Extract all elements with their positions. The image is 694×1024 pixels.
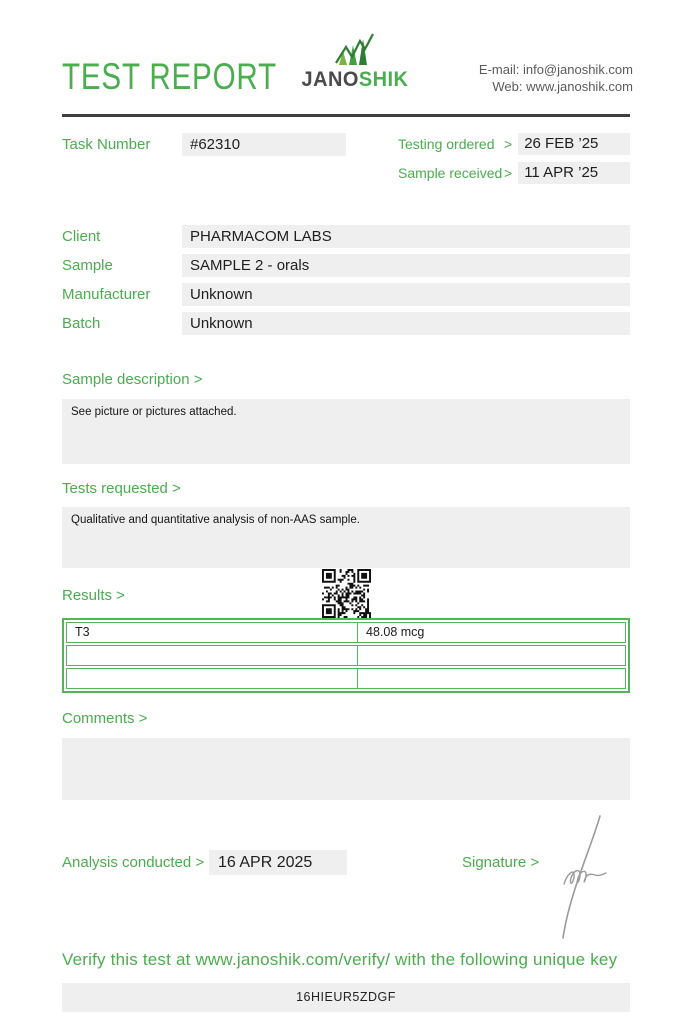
batch-value: Unknown (182, 312, 630, 335)
qr-code (322, 569, 371, 618)
client-label: Client (62, 228, 101, 245)
arrow-glyph: > (504, 165, 513, 181)
analysis-conducted-label: Analysis conducted > (62, 854, 205, 871)
sample-info-block (62, 225, 630, 341)
sample-label: Sample (62, 257, 113, 274)
sample-row (62, 254, 630, 283)
verify-text: Verify this test at www.janoshik.com/verify/ with the following unique key (62, 950, 618, 969)
result-name: T3 (75, 625, 90, 639)
task-number-value: #62310 (182, 133, 346, 156)
task-number-label: Task Number (62, 136, 151, 153)
page-title: TEST REPORT (62, 56, 277, 97)
contact-email: E-mail: info@janoshik.com (478, 62, 633, 77)
results-table (62, 618, 630, 693)
tests-requested-heading: Tests requested > (62, 480, 181, 497)
table-row (66, 668, 626, 689)
result-value (357, 646, 625, 665)
logo (293, 31, 417, 92)
batch-row (62, 312, 630, 341)
logo-wordmark (296, 68, 414, 92)
result-name (67, 669, 357, 688)
manufacturer-value: Unknown (182, 283, 630, 306)
result-value (357, 669, 625, 688)
batch-label: Batch (62, 315, 101, 332)
header-divider (62, 114, 630, 117)
sample-description-box: See picture or pictures attached. (62, 399, 630, 464)
manufacturer-label: Manufacturer (62, 286, 151, 303)
testing-ordered-label: Testing ordered (398, 136, 495, 152)
result-name (67, 646, 357, 665)
signature-scribble (548, 812, 626, 947)
testing-ordered-row (398, 133, 630, 155)
chart-growth-icon (293, 31, 417, 67)
signature-label: Signature > (462, 854, 540, 871)
logo-text-dark: JANO (301, 68, 359, 91)
dates-block (398, 133, 630, 191)
client-row (62, 225, 630, 254)
comments-heading: Comments > (62, 710, 148, 727)
sample-value: SAMPLE 2 - orals (182, 254, 630, 277)
sample-received-value: 11 APR ’25 (518, 162, 630, 184)
contact-info (479, 61, 633, 95)
results-heading: Results > (62, 587, 125, 604)
unique-key-value: 16HIEUR5ZDGF (62, 983, 630, 1012)
analysis-conducted-value: 16 APR 2025 (209, 850, 347, 875)
comments-box (62, 738, 630, 800)
tests-requested-box: Qualitative and quantitative analysis of non-AAS sample. (62, 507, 630, 568)
result-value: 48.08 mcg (357, 623, 625, 642)
table-row (66, 622, 626, 643)
sample-description-heading: Sample description > (62, 371, 203, 388)
contact-web: Web: www.janoshik.com (492, 79, 633, 94)
manufacturer-row (62, 283, 630, 312)
client-value: PHARMACOM LABS (182, 225, 630, 248)
testing-ordered-value: 26 FEB ’25 (518, 133, 630, 155)
table-row (66, 645, 626, 666)
logo-text-green: SHIK (358, 68, 409, 91)
sample-received-row (398, 162, 630, 184)
arrow-glyph: > (504, 136, 513, 152)
sample-received-label: Sample received (398, 165, 503, 181)
